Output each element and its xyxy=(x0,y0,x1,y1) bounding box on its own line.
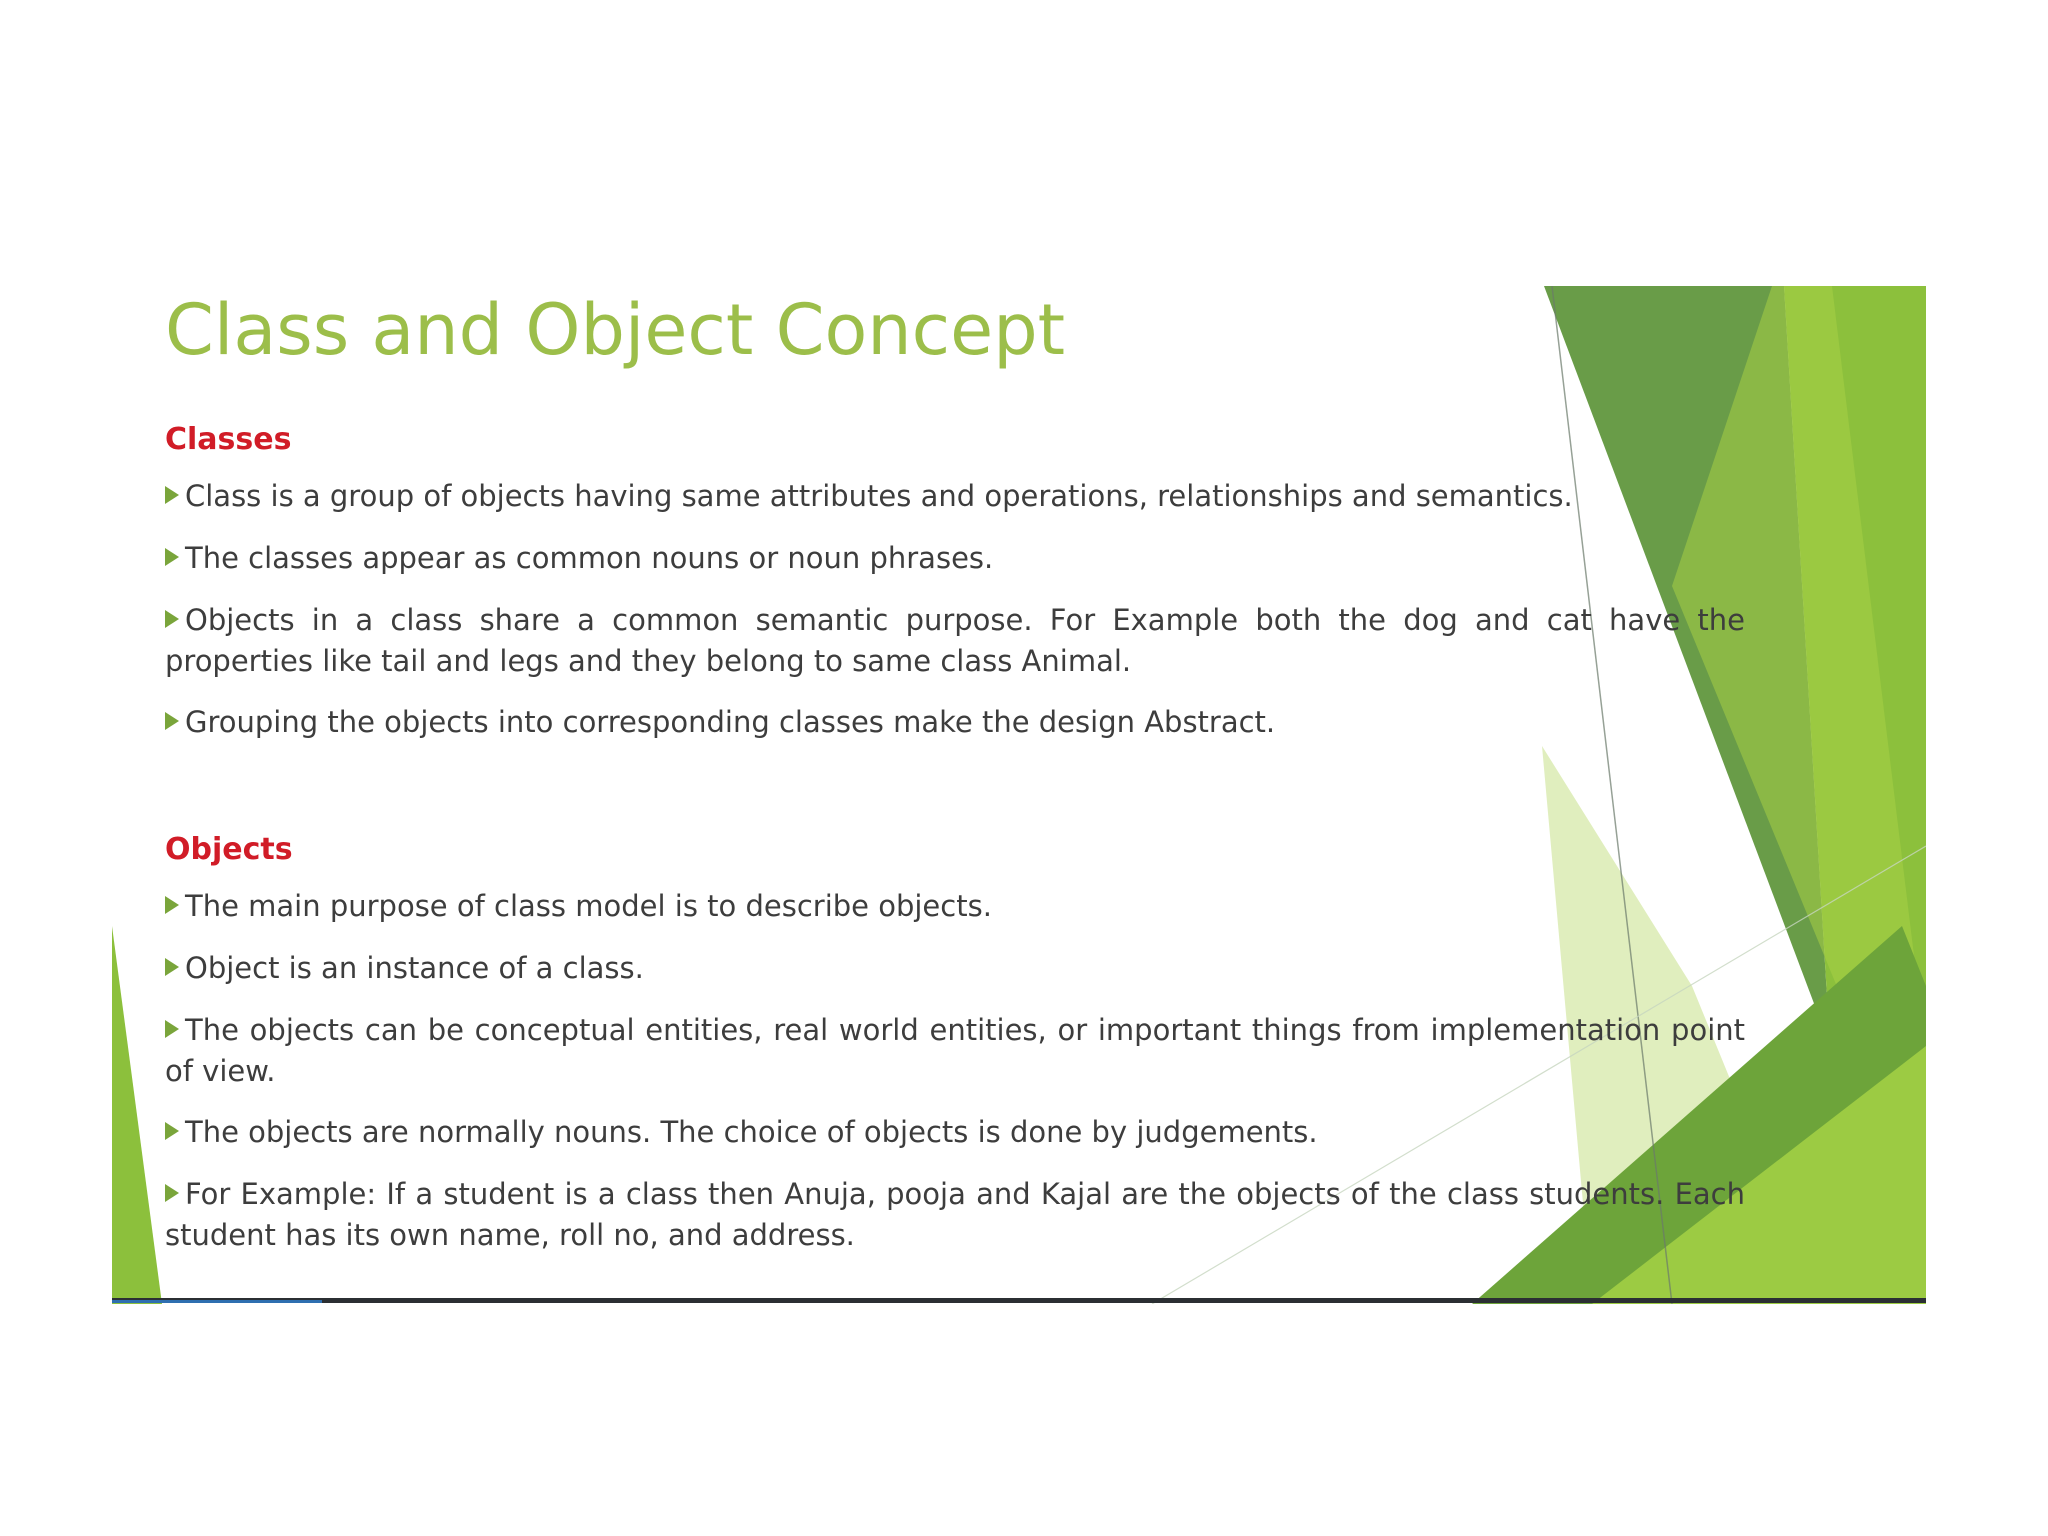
objects-heading: Objects xyxy=(165,832,293,867)
bullet-arrow-icon xyxy=(165,548,179,566)
bullet-arrow-icon xyxy=(165,896,179,914)
bullet-arrow-icon xyxy=(165,486,179,504)
list-item xyxy=(165,702,1745,743)
bullet-text: Class is a group of objects having same attributes and operations, relationships and semantics. xyxy=(185,479,1573,513)
list-item xyxy=(165,1112,1745,1153)
bullet-text: Object is an instance of a class. xyxy=(185,951,644,985)
classes-heading: Classes xyxy=(165,422,292,457)
bullet-arrow-icon xyxy=(165,712,179,730)
bullet-arrow-icon xyxy=(165,1122,179,1140)
bullet-text: The objects are normally nouns. The choice of objects is done by judgements. xyxy=(185,1115,1318,1149)
bullet-text: Objects in a class share a common semantic purpose. For Example both the dog and cat have the properties like tail and legs and they belong to same class Animal. xyxy=(165,603,1745,678)
bullet-text: For Example: If a student is a class then Anuja, pooja and Kajal are the objects of the class students. Each student has its own name, roll no, and address. xyxy=(165,1177,1745,1252)
slide-content xyxy=(165,286,1865,1304)
bullet-arrow-icon xyxy=(165,1020,179,1038)
list-item xyxy=(165,476,1745,517)
bullet-arrow-icon xyxy=(165,958,179,976)
slide-bottom-border xyxy=(112,1298,1926,1303)
slide-title: Class and Object Concept xyxy=(165,289,1066,371)
list-item xyxy=(165,600,1745,682)
list-item xyxy=(165,948,1745,989)
bullet-arrow-icon xyxy=(165,1184,179,1202)
slide-bottom-accent xyxy=(112,1300,322,1303)
bullet-arrow-icon xyxy=(165,610,179,628)
bullet-text: The classes appear as common nouns or noun phrases. xyxy=(185,541,994,575)
slide xyxy=(112,286,1926,1304)
list-item xyxy=(165,1010,1745,1092)
bullet-text: Grouping the objects into corresponding classes make the design Abstract. xyxy=(185,705,1276,739)
bullet-text: The main purpose of class model is to describe objects. xyxy=(185,889,992,923)
bullet-text: The objects can be conceptual entities, real world entities, or important things from implementation point of view. xyxy=(165,1013,1745,1088)
list-item xyxy=(165,1174,1745,1256)
list-item xyxy=(165,886,1745,927)
list-item xyxy=(165,538,1745,579)
